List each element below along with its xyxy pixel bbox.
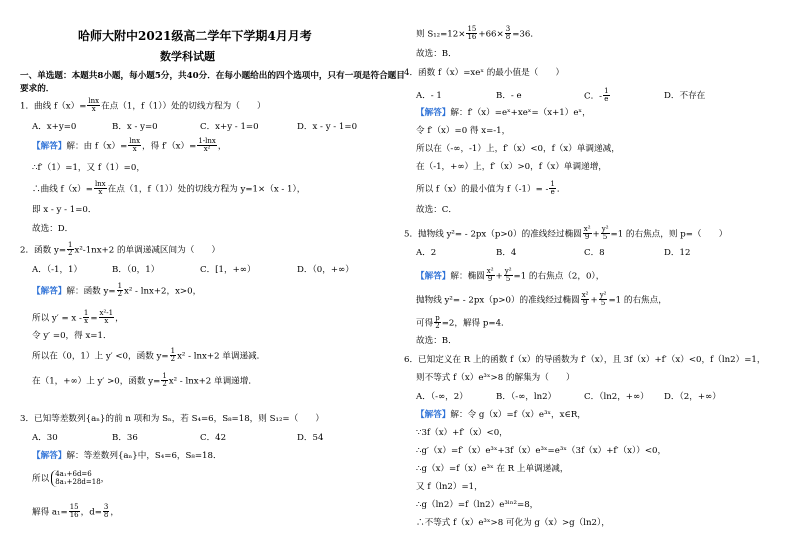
answer-label: 【解答】: [416, 410, 451, 420]
q4-option-d: D．不存在: [664, 91, 706, 102]
q5-option-b: B．4: [496, 248, 517, 258]
q1-option-c: C．x+y - 1=0: [200, 122, 259, 132]
q5-stem: 5．抛物线 y²= - 2px（p>0）的准线经过椭圆 $\frac{\text{x²}}{9}$ + $\frac{\text{y²}}{5}$ =1 的右焦点，则 p=（ ）: [404, 225, 728, 242]
q2-option-a: A．（-1，1）: [32, 265, 83, 275]
q4-solution-4: 在（-1，+∞）上，f′（x）>0，f（x）单调递增，: [416, 162, 607, 172]
q5-solution-2: 抛物线 y²= - 2px（p>0）的准线经过椭圆 $\frac{\text{x²}}{9}$ + $\frac{\text{y²}}{5}$ =1 的右焦点，: [416, 291, 667, 308]
q6-stem-2: 则不等式 f（x）e³ˣ>8 的解集为（ ）: [416, 373, 575, 383]
q5-solution-3: 可得 $\frac{p}{2}$ =2，解得 p=4．: [416, 314, 510, 331]
q2-option-c: C．[1，+∞）: [200, 265, 256, 275]
q6-solution-1: 【解答】解：令 g（x）=f（x）e³ˣ，x∈R，: [416, 410, 586, 420]
q6-option-d: D．（2，+∞）: [664, 392, 721, 402]
q3-option-a: A．30: [32, 433, 58, 443]
q4-options: [416, 88, 705, 104]
q3-solution-3: 解得 a₁= $\frac{15}{16}$ ，d= $\frac{3}{8}$ ，: [32, 503, 119, 520]
q6-solution-2: ∵3f（x）+f′（x）<0，: [416, 428, 508, 438]
q6-solution-5: 又 f（ln2）=1，: [416, 482, 483, 492]
q2-solution-4: 所以在（0，1）上 y′ <0，函数 y= $\frac{1}{2}$ x² - lnx+2 单调递减．: [32, 347, 266, 364]
q1-option-b: B．x - y=0: [112, 122, 158, 132]
q2-solution-1: 【解答】解：函数 y= $\frac{1}{2}$ x² - lnx+2，x>0，: [32, 282, 202, 299]
q2-option-b: B．（0，1）: [112, 265, 160, 275]
q3-options: [32, 434, 323, 443]
q1-solution-1: 【解答】解：由 f（x）= $\frac{\ln x}{x}$ ，得 f′（x）= $\frac{1-\ln x}{\text{x²}}$ ，: [32, 137, 227, 154]
q6-solution-7: ∴不等式 f（x）e³ˣ>8 可化为 g（x）>g（ln2），: [416, 518, 610, 528]
q1-options: [32, 123, 357, 132]
answer-label: 【解答】: [416, 271, 451, 282]
q6-options: [416, 393, 721, 402]
q4-option-c: C．- $\frac{1}{e}$: [584, 87, 609, 104]
q2-solution-3: 令 y′ =0，得 x=1．: [32, 331, 112, 341]
q2-stem: 2．函数 y= $\frac{1}{2}$ x²-1nx+2 的单调递减区间为（ ）: [20, 241, 221, 258]
q4-solution-2: 令 f′（x）=0 得 x=-1，: [416, 126, 511, 136]
section-intro-1: 一、单选题：本题共8小题，每小题5分，共40分．在每小题给出的四个选项中，只有一项是符合题目: [20, 71, 405, 81]
q6-option-a: A．（-∞，2）: [416, 392, 468, 402]
q1-stem: 1．曲线 f（x）= $\frac{\ln x}{x}$ 在点（1，f（1））处的切线方程为（ ）: [20, 97, 266, 114]
q5-solution-4: 故选：B．: [416, 336, 457, 346]
q5-options: [416, 249, 690, 258]
q6-option-c: C．（ln2，+∞）: [584, 392, 649, 402]
q6-solution-3: ∴g′（x）=f′（x）e³ˣ+3f（x）e³ˣ=e³ˣ（3f（x）+f′（x））<0，: [416, 446, 667, 456]
exam-title: 哈师大附中2021级高二学年下学期4月月考: [78, 29, 312, 43]
q4-solution-1: 【解答】解：f′（x）=eˣ+xeˣ=（x+1）eˣ，: [416, 108, 591, 118]
q4-solution-5: 所以 f（x）的最小值为 f（-1）= - $\frac{1}{e}$ ．: [416, 180, 566, 197]
answer-label: 【解答】: [32, 451, 67, 461]
q5-solution-1: 【解答】解：椭圆 $\frac{\text{x²}}{9}$ + $\frac{\text{y²}}{5}$ =1 的右焦点（2，0），: [416, 267, 605, 284]
q6-solution-4: ∴g（x）=f（x）e³ˣ 在 R 上单调递减，: [416, 464, 569, 474]
q1-solution-5: 故选：D．: [32, 224, 74, 234]
q5-option-d: D．12: [664, 248, 691, 258]
q5-option-c: C．8: [584, 248, 605, 258]
equation-system: 4a₁+6d=6 8a₁+28d=18: [51, 470, 100, 487]
q3-stem: 3．已知等差数列{aₙ}的前 n 项和为 Sₙ，若 S₄=6，S₈=18，则 S₁₂=（ ）: [20, 414, 324, 424]
q4-option-a: A．- 1: [416, 91, 442, 102]
q1-solution-2: ∴f′（1）=1，又 f（1）=0，: [32, 163, 145, 173]
q5-option-a: A．2: [416, 248, 437, 258]
q1-option-d: D．x - y - 1=0: [297, 122, 358, 132]
q6-solution-6: ∴g（ln2）=f（ln2）e³ˡⁿ²=8，: [416, 500, 539, 510]
q6-option-b: B．（-∞，ln2）: [496, 392, 557, 402]
q2-options: [32, 266, 354, 275]
q4-option-b: B．- e: [496, 91, 522, 102]
answer-label: 【解答】: [32, 286, 67, 297]
q2-solution-2: 所以 y′ = x - $\frac{1}{x}$ = $\frac{\text{x²-1}}{x}$ ，: [32, 309, 124, 326]
q2-option-d: D．（0，+∞）: [297, 265, 354, 275]
q3-solution-2: 所以 4a₁+6d=6 8a₁+28d=18 ，: [32, 470, 110, 487]
q1-option-a: A．x+y=0: [32, 122, 77, 132]
q3-option-b: B．36: [112, 433, 138, 443]
q3-continued-2: 故选：B．: [416, 49, 457, 59]
section-intro-2: 要求的．: [20, 84, 55, 94]
q4-solution-6: 故选：C．: [416, 205, 457, 215]
q1-solution-3: ∴曲线 f（x）= $\frac{\ln x}{x}$ 在点（1，f（1））处的切线方程为 y=1×（x - 1），: [32, 180, 306, 197]
q4-solution-3: 所以在（-∞，-1）上，f′（x）<0，f（x）单调递减，: [416, 144, 620, 154]
fraction: $\frac{\ln x}{x}$: [88, 97, 100, 114]
q2-solution-5: 在（1，+∞）上 y′ >0，函数 y= $\frac{1}{2}$ x² - lnx+2 单调递增．: [32, 372, 257, 389]
q3-option-c: C．42: [200, 433, 227, 443]
q1-solution-4: 即 x - y - 1=0．: [32, 205, 97, 215]
q6-stem: 6．已知定义在 R 上的函数 f（x）的导函数为 f′（x），且 3f（x）+f′（x）<0，f（ln2）=1，: [404, 355, 766, 365]
exam-subtitle: 数学科试题: [160, 50, 215, 63]
answer-label: 【解答】: [416, 108, 451, 118]
q3-continued-1: 则 S₁₂=12× $\frac{15}{16}$ +66× $\frac{3}{8}$ =36．: [416, 25, 539, 42]
q4-stem: 4．函数 f（x）=xeˣ 的最小值是（ ）: [404, 68, 565, 78]
answer-label: 【解答】: [32, 141, 67, 152]
q3-option-d: D．54: [297, 433, 324, 443]
q3-solution-1: 【解答】解：等差数列{aₙ}中，S₄=6，S₈=18．: [32, 451, 222, 461]
